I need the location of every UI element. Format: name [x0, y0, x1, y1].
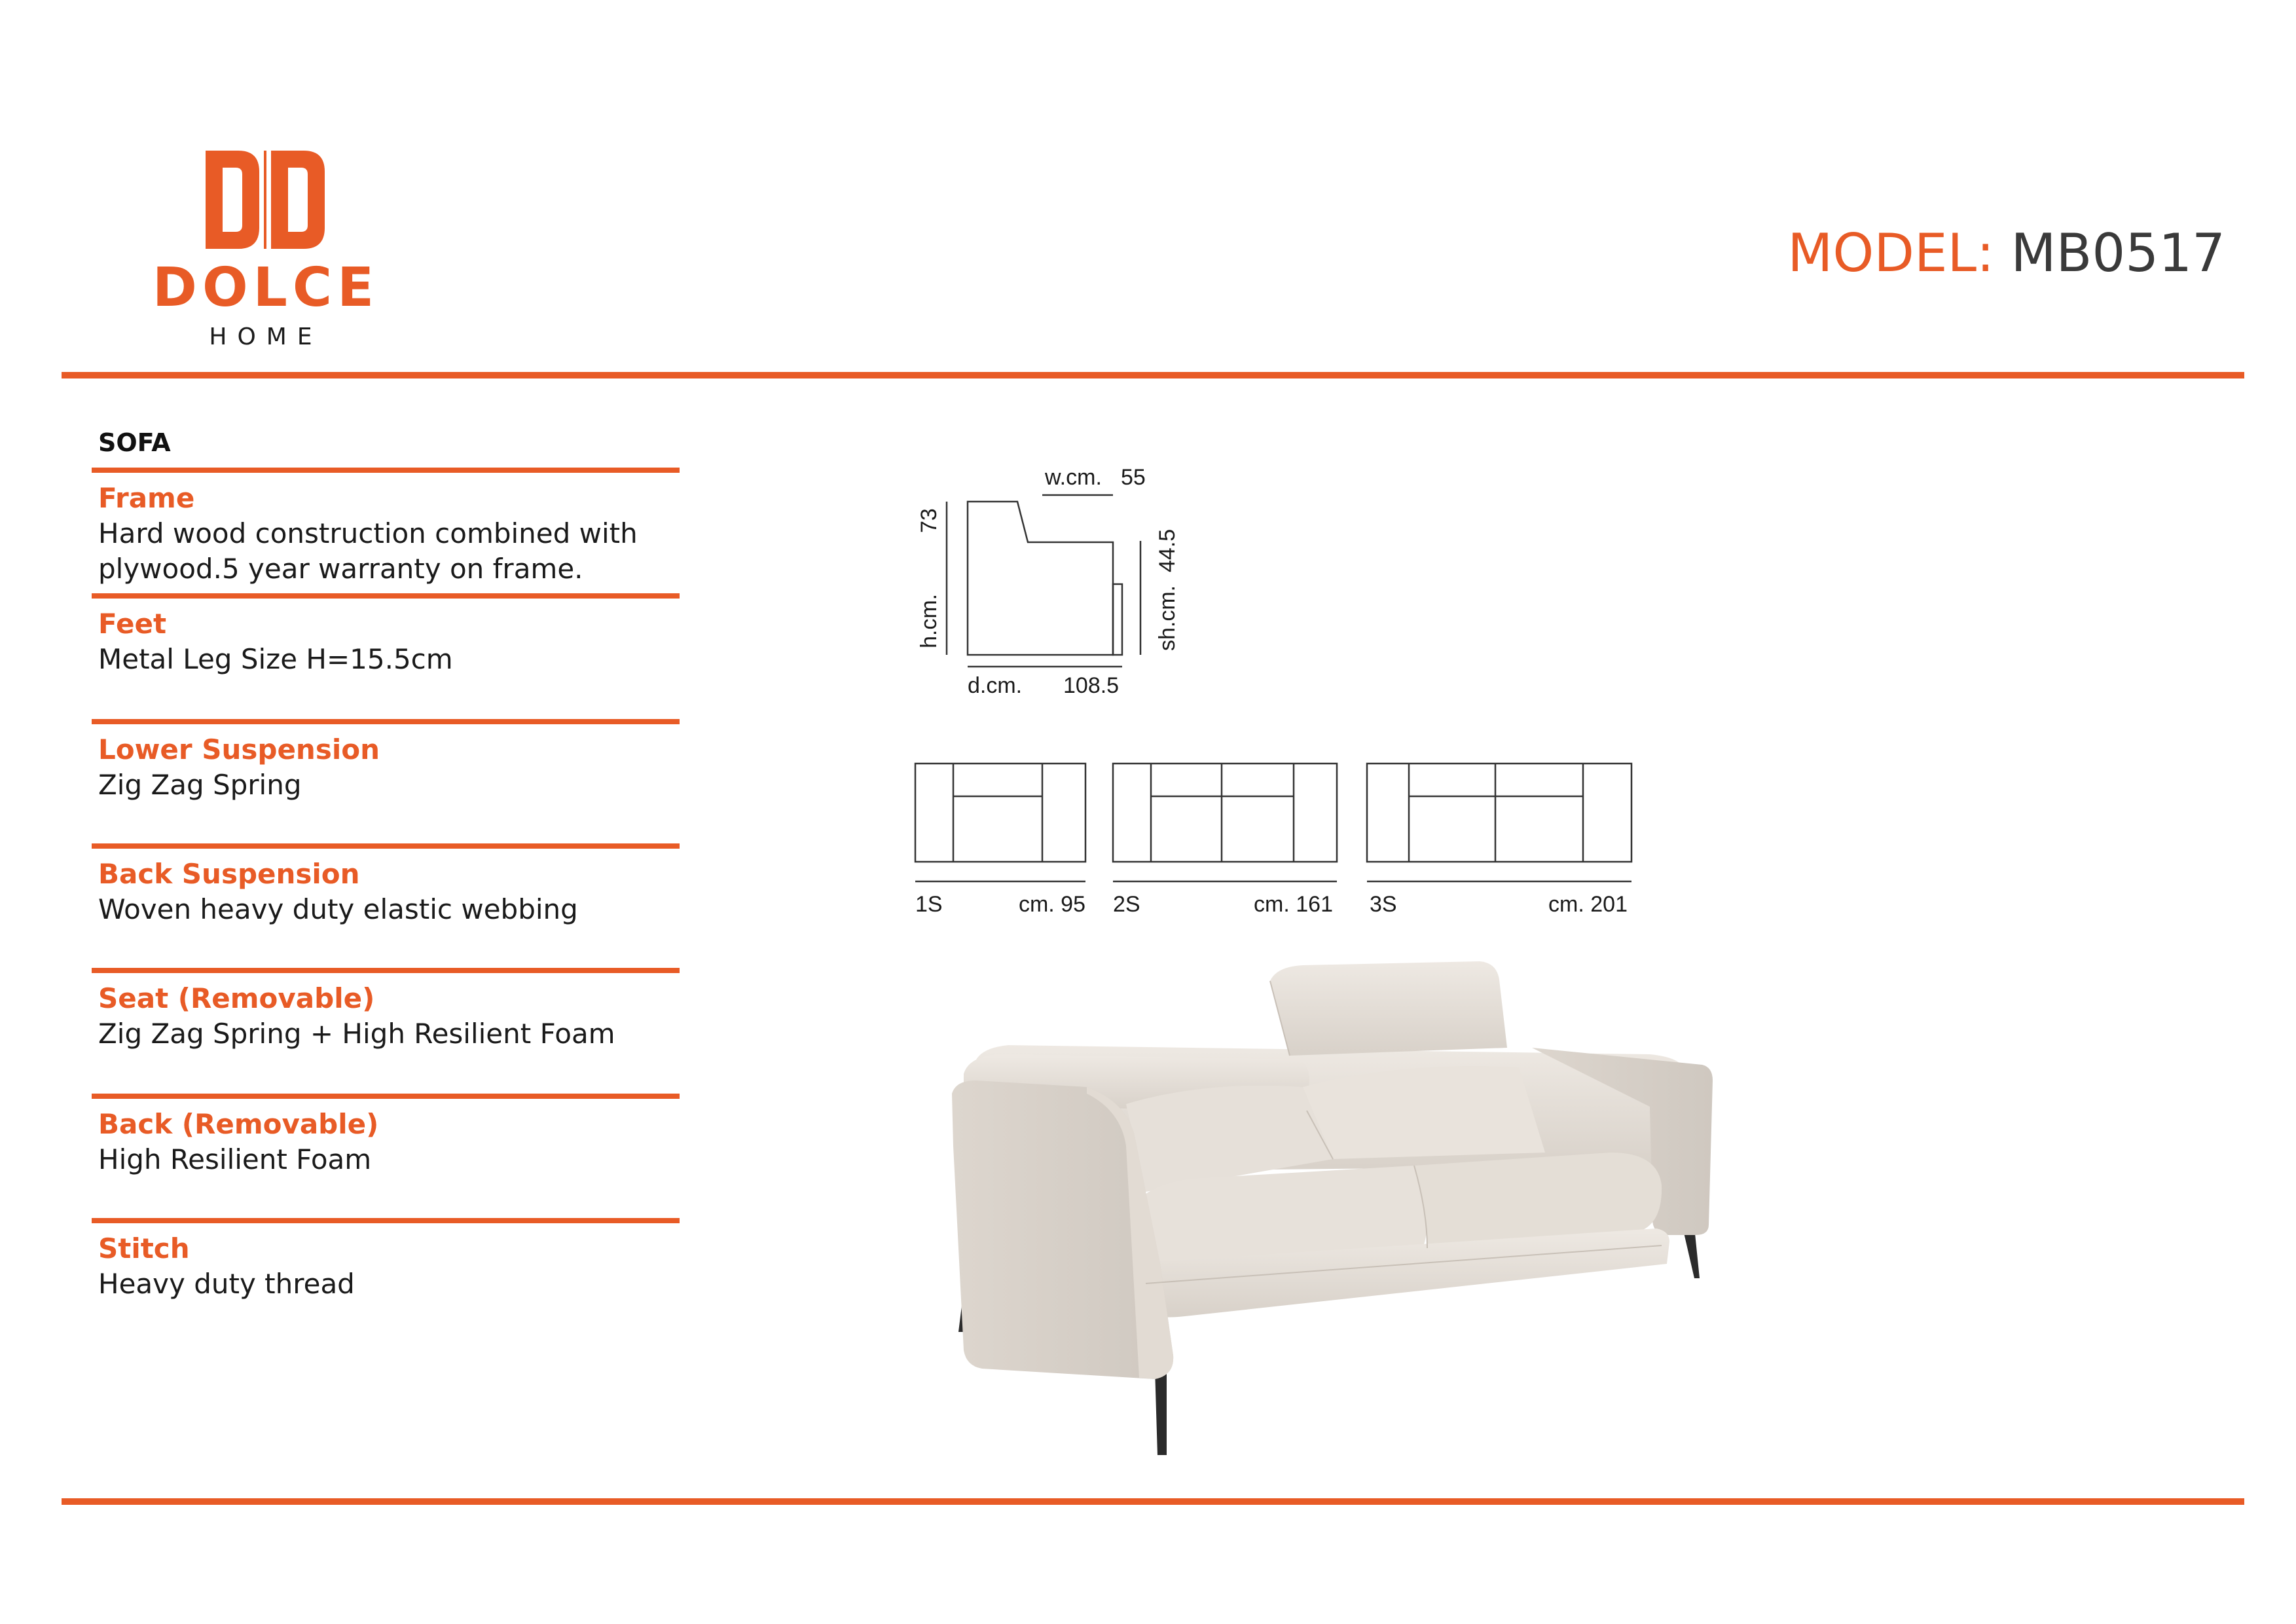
- height-value: 73: [917, 508, 941, 533]
- size-length: cm. 161: [1254, 892, 1333, 917]
- spec-text-seat: Zig Zag Spring + High Resilient Foam: [98, 1018, 615, 1050]
- spec-divider: [92, 1218, 680, 1223]
- spec-heading-seat: Seat (Removable): [98, 982, 375, 1014]
- width-value: 55: [1121, 465, 1146, 490]
- spec-heading-stitch: Stitch: [98, 1232, 190, 1264]
- size-top-view-3s: [1362, 760, 1637, 917]
- model-heading: [1787, 223, 2225, 284]
- spec-text-back: High Resilient Foam: [98, 1143, 372, 1175]
- product-type: SOFA: [98, 428, 171, 457]
- bottom-divider: [62, 1498, 2244, 1505]
- spec-heading-back-suspension: Back Suspension: [98, 858, 360, 890]
- spec-text-frame: Hard wood construction combined with plywood.5 year warranty on frame.: [98, 517, 638, 585]
- seat-height-value: 44.5: [1155, 528, 1180, 572]
- sofa-product-image: [930, 950, 1728, 1467]
- size-code: 2S: [1113, 892, 1140, 917]
- size-code: 1S: [915, 892, 943, 917]
- spec-text-feet: Metal Leg Size H=15.5cm: [98, 643, 453, 675]
- spec-heading-lower-suspension: Lower Suspension: [98, 733, 380, 766]
- top-divider: [62, 372, 2244, 378]
- height-label: h.cm.: [917, 593, 941, 648]
- size-code: 3S: [1370, 892, 1397, 917]
- model-number: MB0517: [2011, 223, 2225, 284]
- seat-height-label: sh.cm.: [1155, 585, 1180, 651]
- size-length: cm. 201: [1548, 892, 1628, 917]
- size-top-view-1s: [910, 760, 1093, 917]
- spec-divider: [92, 593, 680, 599]
- brand-subname: HOME: [209, 323, 323, 350]
- spec-divider: [92, 843, 680, 849]
- model-label: MODEL:: [1787, 223, 1995, 284]
- dolce-logo-mark-icon: [204, 148, 326, 251]
- spec-text-lower-suspension: Zig Zag Spring: [98, 769, 302, 801]
- spec-heading-feet: Feet: [98, 608, 167, 640]
- spec-heading-frame: Frame: [98, 482, 195, 514]
- side-dimension-diagram: [903, 452, 1205, 714]
- size-top-view-2s: [1108, 760, 1343, 917]
- spec-divider: [92, 1094, 680, 1099]
- spec-text-stitch: Heavy duty thread: [98, 1268, 355, 1300]
- width-label: w.cm.: [1045, 465, 1102, 490]
- depth-value: 108.5: [1063, 673, 1120, 698]
- spec-divider: [92, 468, 680, 473]
- spec-divider: [92, 968, 680, 973]
- brand-name: DOLCE: [152, 257, 380, 319]
- size-length: cm. 95: [1018, 892, 1085, 917]
- spec-divider: [92, 719, 680, 724]
- spec-text-back-suspension: Woven heavy duty elastic webbing: [98, 893, 578, 925]
- spec-heading-back: Back (Removable): [98, 1108, 379, 1140]
- depth-label: d.cm.: [968, 673, 1023, 698]
